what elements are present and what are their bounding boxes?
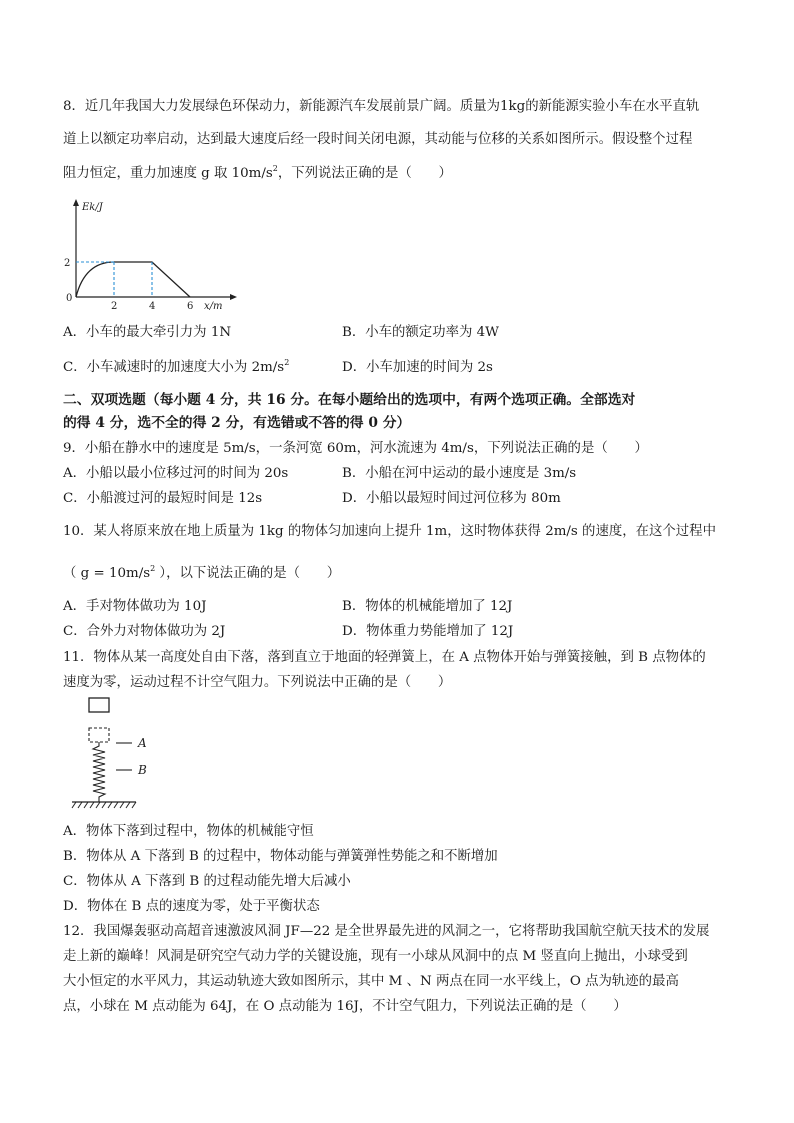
q10-option-d: D．物体重力势能增加了 12J — [342, 624, 514, 639]
q9-option-b: B．小船在河中运动的最小速度是 3m/s — [342, 466, 577, 481]
q8-option-c-sup: 2 — [284, 358, 290, 367]
block-dashed — [89, 728, 109, 742]
q10-condition-sup: 2 — [150, 564, 156, 573]
q10-option-c: C．合外力对物体做功为 2J — [63, 624, 226, 639]
spring-coil — [93, 742, 105, 802]
q11-line-1: 11．物体从某一高度处自由下落，落到直立于地面的轻弹簧上，在 A 点物体开始与弹簧接触，到 B 点物体的 — [63, 650, 706, 665]
q12-line-1: 12．我国爆轰驱动高超音速激波风洞 JF—22 是全世界最先进的风洞之一，它将帮助我国航空航天技术的发展 — [63, 924, 710, 939]
ek-curve — [76, 262, 190, 297]
x-tick-label-4: 4 — [149, 301, 156, 310]
x-tick-label-6: 6 — [187, 301, 194, 310]
q12-line-3: 大小恒定的水平风力，其运动轨迹大致如图所示，其中 M 、N 两点在同一水平线上，O 点为轨迹的最高 — [63, 974, 679, 989]
q8-line-3-text: 阻力恒定，重力加速度 g 取 10m/s — [63, 166, 273, 181]
q10-option-b: B．物体的机械能增加了 12J — [342, 599, 513, 614]
y-tick-label-2: 2 — [64, 258, 71, 269]
q12-line-4: 点，小球在 M 点动能为 64J，在 O 点动能为 16J，不计空气阻力，下列说法正确的是（ ） — [63, 999, 627, 1014]
q10-condition-text: （ g = 10m/s — [63, 566, 151, 581]
q12-line-2: 走上新的巅峰！风洞是研究空气动力学的关键设施，现有一小球从风洞中的点 M 竖直向上抛出，小球受到 — [63, 949, 688, 964]
q8-line-3-tail: ，下列说法正确的是（ ） — [277, 166, 452, 181]
q11-option-d: D．物体在 B 点的速度为零，处于平衡状态 — [63, 899, 320, 914]
x-tick-label-2: 2 — [111, 301, 118, 310]
y-axis-arrow — [73, 199, 79, 206]
q11-option-a: A．物体下落到过程中，物体的机械能守恒 — [63, 824, 314, 839]
q10-option-a: A．手对物体做功为 10J — [63, 599, 207, 614]
spring-figure — [66, 694, 166, 816]
q8-line-1: 8．近几年我国大力发展绿色环保动力，新能源汽车发展前景广阔。质量为1kg的新能源实验小车在水平直轨 — [63, 99, 700, 114]
ek-x-chart — [58, 198, 238, 310]
q8-sup: 2 — [272, 164, 278, 173]
q9-stem: 9．小船在静水中的速度是 5m/s，一条河宽 60m，河水流速为 4m/s，下列说法正确的是（ ） — [63, 441, 648, 456]
block-top — [89, 698, 109, 712]
ground-hatch — [72, 802, 136, 808]
section2-heading-1: 二、双项选题（每小题 4 分，共 16 分。在每小题给出的选项中，有两个选项正确。全部选对 — [63, 392, 636, 408]
x-axis-label: x/m — [204, 301, 223, 310]
q11-option-b: B．物体从 A 下落到 B 的过程中，物体动能与弹簧弹性势能之和不断增加 — [63, 849, 498, 864]
q8-line-3 — [63, 165, 452, 183]
q9-option-c: C．小船渡过河的最短时间是 12s — [63, 491, 263, 506]
q10-condition-tail: ），以下说法正确的是（ ） — [155, 566, 341, 581]
q10-stem: 10．某人将原来放在地上质量为 1kg 的物体匀加速向上提升 1m，这时物体获得 2m/s 的速度，在这个过程中 — [63, 524, 716, 539]
y-axis-label: Ek/J — [82, 202, 103, 213]
q8-option-b: B．小车的额定功率为 4W — [342, 325, 499, 340]
section2-heading-2: 的得 4 分，选不全的得 2 分，有选错或不答的得 0 分） — [63, 415, 411, 431]
q9-option-a: A．小船以最小位移过河的时间为 20s — [63, 466, 289, 481]
origin-label: 0 — [66, 293, 73, 304]
q8-option-d: D．小车加速的时间为 2s — [342, 360, 493, 375]
q8-line-2: 道上以额定功率启动，达到最大速度后经一段时间关闭电源，其动能与位移的关系如图所示。假设整个过程 — [63, 132, 693, 147]
q11-line-2: 速度为零，运动过程不计空气阻力。下列说法中正确的是（ ） — [63, 675, 452, 690]
q11-option-c: C．物体从 A 下落到 B 的过程动能先增大后减小 — [63, 874, 351, 889]
q8-option-c — [63, 359, 289, 377]
q8-option-c-text: C．小车减速时的加速度大小为 2m/s — [63, 360, 285, 375]
q10-condition — [63, 565, 340, 583]
x-axis-arrow — [230, 294, 237, 300]
label-a: A — [138, 736, 147, 750]
label-b: B — [138, 763, 147, 777]
q9-option-d: D．小船以最短时间过河位移为 80m — [342, 491, 561, 506]
q8-option-a: A．小车的最大牵引力为 1N — [63, 325, 232, 340]
